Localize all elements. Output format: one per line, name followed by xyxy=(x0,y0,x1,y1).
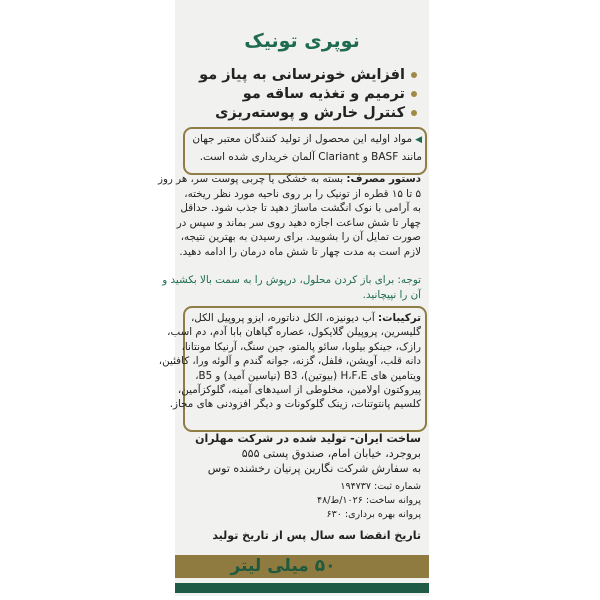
opening-note xyxy=(162,273,421,303)
address: بروجرد، خیابان امام، صندوق پستی ۵۵۵ xyxy=(241,447,421,460)
ordered-by: به سفارش شرکت نگارین پرنیان رخشنده توس xyxy=(207,462,421,475)
usage-line: به آرامی با نوک انگشت ماساژ دهید تا جذب شود. حداقل xyxy=(180,202,421,214)
bullet-dot-icon xyxy=(411,72,417,78)
ingredients-text: آب دیونیزه، الکل دناتوره، ایزو پروپیل الکل، xyxy=(190,312,375,324)
usage-line: صورت تمایل آن را بشویید. برای رسیدن به بهترین نتیجه، xyxy=(180,231,421,243)
benefit-item xyxy=(187,66,417,85)
triangle-pointer-icon: ◀ xyxy=(415,135,422,145)
ingredients-line: گلیسرین، پروپیلن گلایکول، عصاره گیاهان بابا آدم، دم اسب، xyxy=(167,326,421,339)
volume-label: ۵۰ میلی لیتر xyxy=(230,556,336,576)
product-title: نوپری تونیک xyxy=(244,30,360,52)
bullet-dot-icon xyxy=(411,110,417,116)
note-line: آن را نپیچانید. xyxy=(362,289,421,301)
benefit-item xyxy=(187,104,417,123)
usage-line: چهار تا شش ساعت اجازه دهید روی سر بماند و سپس در xyxy=(176,216,421,229)
benefit-text: افزایش خونرسانی به پیاز مو xyxy=(199,67,405,83)
ingredients-line: پیروکتون اولامین، مخلوطی از اسیدهای آمینه، گلوکزآمین، xyxy=(177,384,421,397)
ingredients-line xyxy=(189,311,421,325)
materials-line xyxy=(188,131,422,149)
usage-text: بسته به خشکی یا چربی پوست سر، هر روز xyxy=(157,173,344,185)
green-stripe xyxy=(175,583,429,593)
product-label-panel xyxy=(157,0,429,596)
benefit-item xyxy=(187,85,417,104)
benefit-text: کنترل خارش و پوسته‌ریزی xyxy=(215,105,405,121)
manufacturing-license: پروانه ساخت: ۱۰۲۶/ط/۴۸ xyxy=(317,495,421,506)
manufacturer-info xyxy=(181,431,421,522)
usage-label: دستور مصرف: xyxy=(346,173,421,185)
ingredients-box xyxy=(158,306,427,432)
volume-band xyxy=(175,555,429,578)
expiry-note: تاریخ انقضا سه سال پس از تاریخ تولید xyxy=(212,529,421,542)
ingredients-line: ویتامین های H،F،E (بیوتین)، B3 (نیاسین آمید) و B5، xyxy=(195,369,421,382)
operation-license: پروانه بهره برداری: ۶۳۰ xyxy=(326,509,421,520)
usage-line: ۵ تا ۱۵ قطره از تونیک را بر روی ناحیه مورد نظر ریخته، xyxy=(184,187,421,200)
registration-number: شماره ثبت: ۱۹۴۷۳۷ xyxy=(340,481,421,492)
ingredients-line: رازک، جینکو بیلوبا، سائو پالمتو، جین سنگ، آرنیکا مونتانا، xyxy=(181,340,421,353)
ingredients-line: دانه قلب، آویشن، فلفل، گزنه، جوانه گندم و آلوئه ورا، کافئین، xyxy=(158,355,421,368)
materials-text: مواد اولیه این محصول از تولید کنندگان معتبر جهان xyxy=(192,133,413,145)
bullet-dot-icon xyxy=(411,91,417,97)
usage-line: لازم است به مدت چهار تا شش ماه درمان را ادامه دهید. xyxy=(179,245,421,258)
materials-line: مانند BASF و Clariant آلمان خریداری شده است. xyxy=(199,151,422,163)
benefits-list xyxy=(187,66,417,123)
note-line: توجه: برای باز کردن محلول، درپوش را به سمت بالا بکشید و xyxy=(162,274,421,286)
usage-instructions xyxy=(157,172,421,259)
made-in: ساخت ایران- تولید شده در شرکت مهلران xyxy=(195,432,421,445)
ingredients-label: ترکیبات: xyxy=(378,312,421,324)
materials-box xyxy=(183,127,427,175)
benefit-text: ترمیم و تغذیه ساقه مو xyxy=(242,86,405,102)
usage-line xyxy=(157,172,421,187)
ingredients-line: کلسیم پانتوتنات، زینک گلوکونات و دیگر افزودنی های مجاز. xyxy=(169,398,421,411)
